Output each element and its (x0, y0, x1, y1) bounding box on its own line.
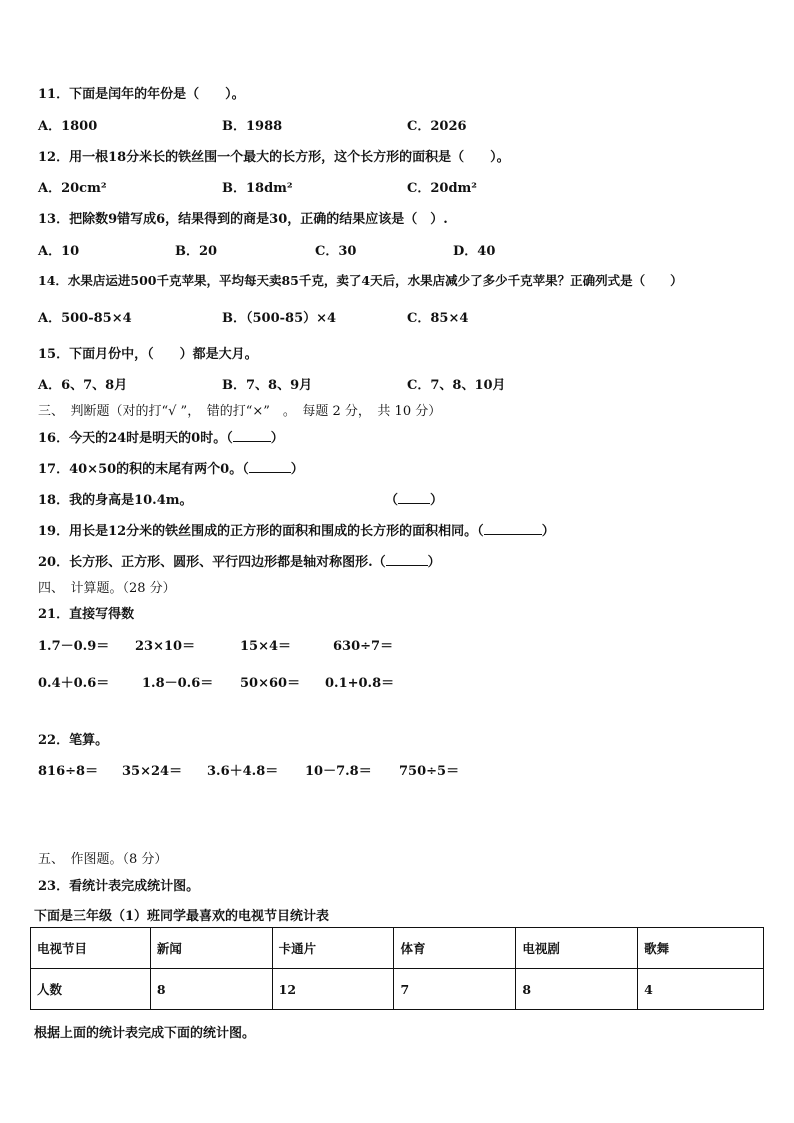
q18-close: ） (430, 493, 444, 508)
q21-item-2: 23×10＝ (135, 639, 196, 654)
q16 (38, 427, 284, 446)
q14-stem: 14．水果店运进500千克苹果，平均每天卖85千克，卖了4天后，水果店减少了多少千克苹果？正确列式是（ ） (38, 273, 683, 288)
table-header-cell: 电视节目 (31, 928, 151, 969)
q20-answer-blank[interactable] (386, 553, 428, 566)
q21-item-4: 630÷7＝ (333, 639, 394, 654)
q18-answer-blank[interactable] (398, 491, 430, 504)
q20-text: 20．长方形、正方形、圆形、平行四边形都是轴对称图形.（ (38, 555, 386, 570)
table-cell: 7 (394, 969, 516, 1010)
q21-item-8: 0.1+0.8＝ (325, 676, 395, 691)
q12-option-b: B．18dm² (222, 181, 293, 196)
table-cell: 12 (272, 969, 394, 1010)
q18-bracket (385, 489, 443, 508)
q21-item-3: 15×4＝ (240, 639, 292, 654)
q15-stem: 15．下面月份中，（ ）都是大月。 (38, 347, 258, 362)
q19-text: 19．用长是12分米的铁丝围成的正方形的面积和围成的长方形的面积相同。（ (38, 524, 484, 539)
q15-option-a: A．6、7、8月 (38, 378, 128, 393)
q21-title: 21．直接写得数 (38, 607, 135, 622)
q22-item-5: 750÷5＝ (399, 764, 460, 779)
table-cell: 人数 (31, 969, 151, 1010)
q13-stem: 13．把除数9错写成6，结果得到的商是30，正确的结果应该是（ ）. (38, 212, 448, 227)
q15-option-b: B．7、8、9月 (222, 378, 313, 393)
table-header-cell: 卡通片 (272, 928, 394, 969)
q18 (38, 489, 193, 508)
q12-option-c: C．20dm² (407, 181, 477, 196)
section-4-heading: 四、 计算题。（28 分） (38, 581, 176, 596)
table-cell: 8 (516, 969, 638, 1010)
q11-option-b: B．1988 (222, 119, 283, 134)
q18-text: 18．我的身高是10.4m。 (38, 493, 193, 508)
q17-answer-blank[interactable] (249, 460, 291, 473)
q13-option-b: B．20 (175, 244, 218, 259)
q14-option-c: C．85×4 (407, 311, 469, 326)
q14-option-a: A．500-85×4 (38, 311, 132, 326)
q23-title: 23．看统计表完成统计图。 (38, 879, 200, 894)
q21-item-6: 1.8－0.6＝ (142, 676, 214, 691)
q21-item-5: 0.4＋0.6＝ (38, 676, 110, 691)
table-row (31, 969, 764, 1010)
q20 (38, 551, 441, 570)
table-cell: 8 (150, 969, 272, 1010)
q17 (38, 458, 304, 477)
table-cell: 4 (638, 969, 764, 1010)
q17-text: 17．40×50的积的末尾有两个0。（ (38, 462, 249, 477)
section-3-heading: 三、 判断题（对的打“√ ”， 错的打“×” 。 每题 2 分， 共 10 分） (38, 404, 442, 419)
q22-item-2: 35×24＝ (122, 764, 183, 779)
table-footer-instruction: 根据上面的统计表完成下面的统计图。 (34, 1026, 256, 1041)
q19-close: ） (541, 524, 555, 539)
q22-item-1: 816÷8＝ (38, 764, 99, 779)
table-header-cell: 电视剧 (516, 928, 638, 969)
q21-item-1: 1.7－0.9＝ (38, 639, 110, 654)
q16-answer-blank[interactable] (233, 429, 271, 442)
q19-answer-blank[interactable] (484, 522, 542, 535)
q16-close: ） (270, 431, 284, 446)
table-header-cell: 新闻 (150, 928, 272, 969)
q13-option-d: D．40 (453, 244, 496, 259)
table-header-row (31, 928, 764, 969)
q12-option-a: A．20cm² (38, 181, 107, 196)
q11-option-a: A．1800 (38, 119, 98, 134)
q15-option-c: C．7、8、10月 (407, 378, 506, 393)
q22-title: 22．笔算。 (38, 733, 109, 748)
q17-close: ） (290, 462, 304, 477)
table-header-cell: 体育 (394, 928, 516, 969)
q20-close: ） (427, 555, 441, 570)
table-header-cell: 歌舞 (638, 928, 764, 969)
q19 (38, 520, 555, 539)
q18-open: （ (385, 493, 399, 508)
section-5-heading: 五、 作图题。（8 分） (38, 852, 168, 867)
tv-program-statistics-table (30, 927, 764, 1010)
q13-option-c: C．30 (315, 244, 357, 259)
q13-option-a: A．10 (38, 244, 80, 259)
q21-item-7: 50×60＝ (240, 676, 301, 691)
q16-text: 16．今天的24时是明天的0时。（ (38, 431, 233, 446)
q22-item-3: 3.6＋4.8＝ (207, 764, 279, 779)
q11-stem: 11．下面是闰年的年份是（ ）。 (38, 87, 245, 102)
q12-stem: 12．用一根18分米长的铁丝围一个最大的长方形，这个长方形的面积是（ ）。 (38, 150, 510, 165)
table-caption: 下面是三年级（1）班同学最喜欢的电视节目统计表 (34, 909, 330, 924)
q22-item-4: 10－7.8＝ (305, 764, 372, 779)
q11-option-c: C．2026 (407, 119, 467, 134)
q14-option-b: B．（500-85）×4 (222, 311, 337, 326)
